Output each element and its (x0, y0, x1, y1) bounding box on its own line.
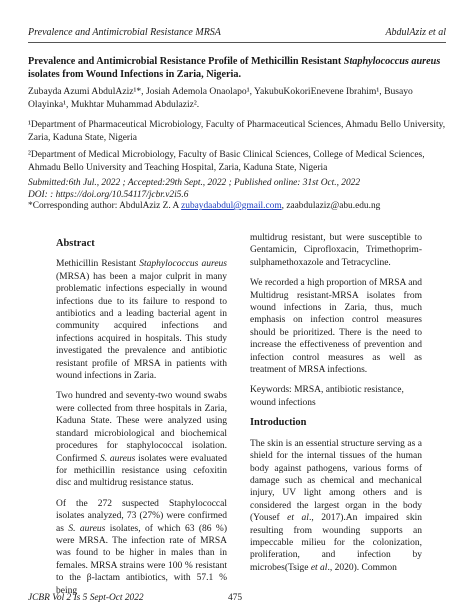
species-name: Staphylococcus aureus (139, 259, 227, 270)
submission-dates: Submitted:6th Jul., 2022 ; Accepted:29th Sept., 2022 ; Published online: 31st Oct., 2022 (28, 178, 361, 188)
abstract-paragraph-4: multidrug resistant, but were susceptible to Gentamicin, Ciprofloxacin, Trimethoprim-sulphamethoxazole and Tetracycline. (250, 233, 422, 268)
title-text: Prevalence and Antimicrobial Resistance Profile of Methicillin Resistant (28, 56, 344, 67)
title-species: Staphylococcus aureus (343, 56, 441, 67)
doi: DOI: : https://doi.org/10.54117/jcbr.v2i5.6 (28, 189, 189, 200)
running-header-title: Prevalence and Antimicrobial Resistance MRSA (28, 27, 221, 38)
text-run: ., 2017).An impaired skin resulting from wounding supports an impeccable milieu for the colonization, proliferation, and infection by microbes(Tsige (250, 513, 422, 573)
footer-journal: JCBR Vol 2 Is 5 Sept-Oct 2022 (28, 593, 144, 603)
text-run: (MRSA) has been a major culprit in many problematic infections especially in wound infections due to its failure to respond to antibiotics and a leading bacterial agent in community acquired infections and infections acquired in hospitals. This study investigated the prevalence and antibiotic resistant profile of MRSA in patients with wound infections in Zaria. (56, 271, 227, 382)
page-number: 475 (228, 593, 243, 603)
text-run: isolates were evaluated for methicillin resistance using cefoxitin disc and multidrug resistance status. (56, 453, 227, 489)
article-title (28, 55, 446, 81)
species-name: S. aureus (68, 523, 106, 534)
corresponding-prefix: *Corresponding author: AbdulAziz Z. A (28, 201, 182, 211)
author-list: Zubayda Azumi AbdulAziz¹*, Josiah Ademola Onaolapo¹, YakubuKokoriEnevene Ibrahim¹, Busayo Olayinka¹, Mukhtar Muhammad Abdulaziz². (28, 86, 413, 110)
title-text-end: isolates from Wound Infections in Zaria, Nigeria. (28, 69, 242, 80)
abstract-paragraph-2 (56, 390, 227, 489)
running-header-authors: AbdulAziz et al (385, 27, 446, 38)
affiliation-2: ²Department of Medical Microbiology, Faculty of Basic Clinical Sciences, College of Medical Sciences, Ahmadu Bello University and Teaching Hospital, Zaria, Kaduna State, Nigeria (28, 150, 425, 173)
abstract-heading: Abstract (56, 238, 95, 249)
running-header (28, 27, 446, 41)
abstract-paragraph-5: We recorded a high proportion of MRSA and Multidrug resistant-MRSA isolates from wound infections in Zaria, thus, much emphasis on infection control measures should be prioritized. There is the need to increase the effectiveness of prevention and infection control measures as well as treatment of MRSA infections. (250, 278, 422, 376)
citation-etal: et al (310, 562, 328, 573)
abstract-paragraph-3 (56, 498, 227, 597)
corresponding-author (28, 201, 446, 213)
text-run: Methicillin Resistant (56, 259, 140, 270)
abstract-paragraph-1 (56, 258, 227, 382)
introduction-heading: Introduction (250, 417, 307, 429)
species-name: S. aureus (99, 453, 136, 464)
text-run: Two hundred and seventy-two wound swabs were collected from three hospitals in Zaria, Kaduna State. These were analyzed using standard microbiological and biochemical procedures for staphylococcal isolation. Confirmed (56, 391, 227, 464)
text-run: ., 2020). Common (327, 562, 397, 573)
right-column (250, 232, 422, 582)
text-run: isolates, of which 63 (86 %) were MRSA. The infection rate of MRSA was found to be higher in males than in females. MRSA strains were 100 % resistant to the β-lactam antibiotics, with 57.1 % being (56, 523, 227, 596)
text-run: The skin is an essential structure serving as a shield for the internal tissues of the human body against pathogens, various forms of damage such as chemical and mechanical injury, UV light among others and is considered the largest organ in the body (Yousef (250, 438, 422, 524)
introduction-paragraph-1 (250, 438, 422, 574)
text-run: Of the 272 suspected Staphylococcal isolates analyzed, 73 (27%) were confirmed as (56, 498, 227, 534)
corresponding-email-link[interactable]: zubaydaabdul@gmail.com (181, 201, 282, 211)
left-column (56, 232, 227, 605)
corresponding-suffix: , zaabdulaziz@abu.edu.ng (281, 201, 381, 211)
page-footer (28, 593, 446, 605)
affiliation-1: ¹Department of Pharmaceutical Microbiology, Faculty of Pharmaceutical Sciences, Ahmadu Bello University, Zaria, Kaduna State, Nigeria (28, 120, 446, 143)
citation-etal: et al (287, 513, 309, 524)
keywords: Keywords: MRSA, antibiotic resistance, wound infections (250, 385, 404, 408)
article-dates (28, 178, 446, 213)
header-rule (28, 42, 446, 43)
